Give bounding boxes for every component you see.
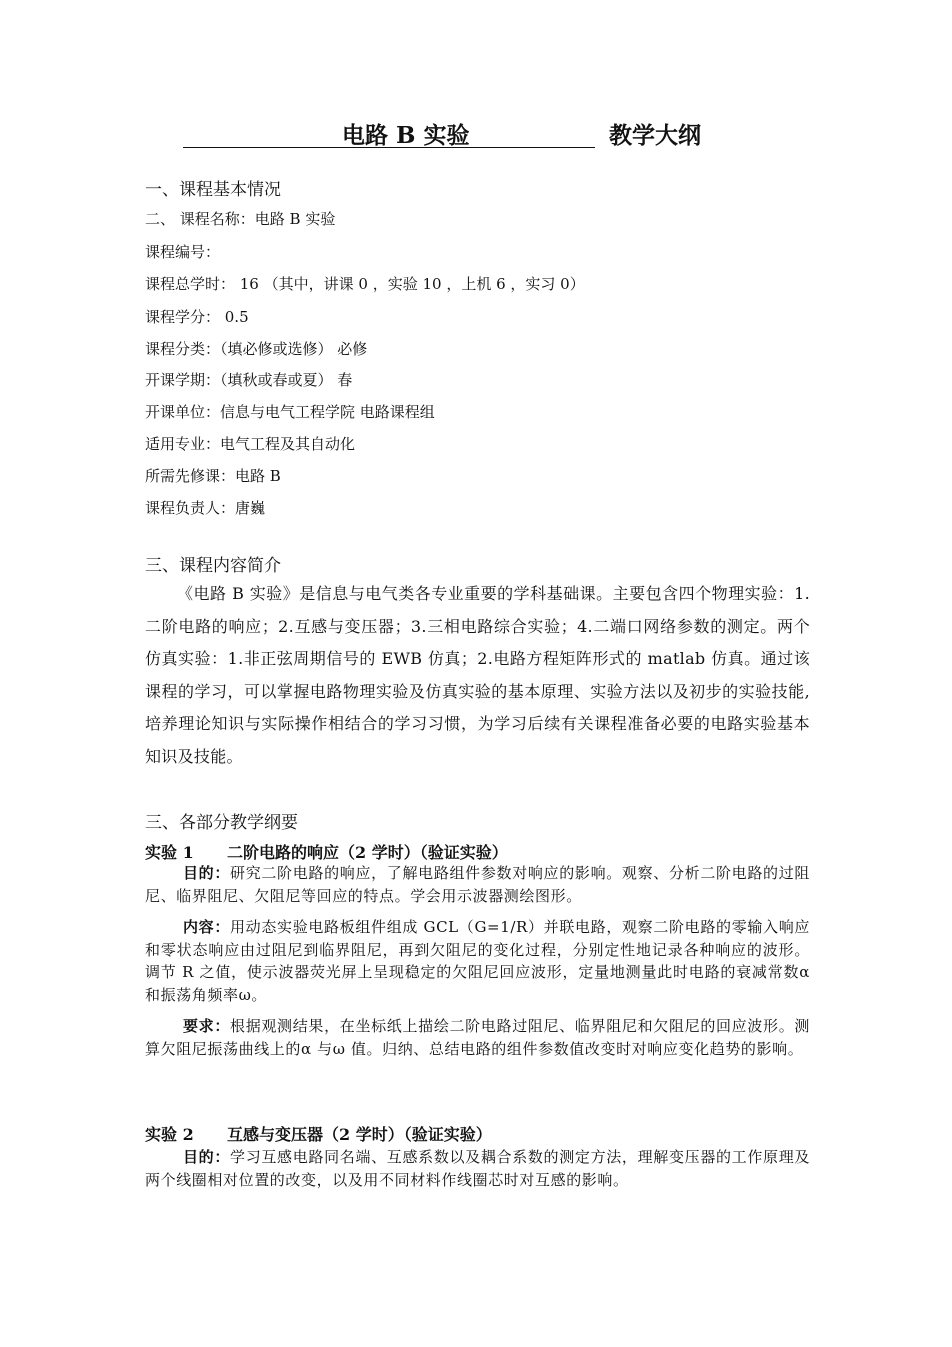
- intro-paragraph: 《电路 B 实验》是信息与电气类各专业重要的学科基础课。主要包含四个物理实验：1.二阶电路的响应；2.互感与变压器；3.三相电路综合实验；4.二端口网络参数的测定。两个仿真实验：1.非正弦周期信号的 EWB 仿真；2.电路方程矩阵形式的 matlab 仿真。通过该课程的学习，可以掌握电路物理实验及仿真实验的基本原理、实验方法以及初步的实验技能,培养理论知识与实际操作相结合的学习习惯，为学习后续有关课程准备必要的电路实验基本知识及技能。: [145, 584, 810, 766]
- experiment-1-requirement: [145, 1015, 810, 1060]
- experiment-1-number: 实验 1: [145, 843, 194, 862]
- requirement-text: 根据观测结果，在坐标纸上描绘二阶电路过阻尼、临界阻尼和欠阻尼的回应波形。测算欠阻尼振荡曲线上的α 与ω 值。归纳、总结电路的组件参数值改变时对响应变化趋势的影响。: [145, 1017, 810, 1058]
- course-prerequisite: 所需先修课：电路 B: [145, 467, 281, 485]
- experiment-1-aim: [145, 862, 810, 907]
- course-leader: 课程负责人：唐巍: [145, 499, 266, 517]
- aim-label: 目的：: [183, 1148, 231, 1166]
- aim-text: 研究二阶电路的响应，了解电路组件参数对响应的影响。观察、分析二阶电路的过阻尼、临界阻尼、欠阻尼等回应的特点。学会用示波器测绘图形。: [145, 864, 810, 905]
- experiment-1-content: [145, 916, 810, 1006]
- document-title: [0, 115, 952, 155]
- requirement-label: 要求：: [183, 1017, 231, 1035]
- course-code: 课程编号：: [145, 243, 221, 261]
- section-outline: 三、各部分教学纲要: [145, 813, 298, 833]
- course-credit: 课程学分： 0.5: [145, 308, 249, 326]
- aim-text: 学习互感电路同名端、互感系数以及耦合系数的测定方法，理解变压器的工作原理及两个线圈相对位置的改变，以及用不同材料作线圈芯时对互感的影响。: [145, 1148, 810, 1189]
- content-text: 用动态实验电路板组件组成 GCL（G=1/R）并联电路，观察二阶电路的零输入响应和零状态响应由过阻尼到临界阻尼，再到欠阻尼的变化过程，分别定性地记录各种响应的波形。调节 R 之值，使示波器荧光屏上呈现稳定的欠阻尼回应波形，定量地测量此时电路的衰减常数α 和振荡角频率ω。: [145, 918, 810, 1004]
- experiment-1-name: 二阶电路的响应（2 学时）（验证实验）: [227, 843, 508, 862]
- content-label: 内容：: [183, 918, 231, 936]
- experiment-2-number: 实验 2: [145, 1125, 194, 1144]
- experiment-2-aim: [145, 1146, 810, 1191]
- course-category: 课程分类：（填必修或选修） 必修: [145, 340, 368, 358]
- syllabus-label: 教学大纲: [609, 122, 701, 149]
- course-name: 二、 课程名称：电路 B 实验: [145, 210, 336, 228]
- experiment-2-title: [145, 1122, 492, 1145]
- course-major: 适用专业：电气工程及其自动化: [145, 435, 356, 453]
- experiment-1-title: [145, 840, 508, 863]
- aim-label: 目的：: [183, 864, 231, 882]
- course-semester: 开课学期：（填秋或春或夏） 春: [145, 371, 353, 389]
- course-unit: 开课单位：信息与电气工程学院 电路课程组: [145, 403, 435, 421]
- experiment-2-name: 互感与变压器（2 学时）（验证实验）: [227, 1125, 492, 1144]
- section-basic-info: 一、课程基本情况: [145, 180, 281, 200]
- course-hours: 课程总学时： 16 （其中，讲课 0 ，实验 10 ，上机 6 ，实习 0）: [145, 275, 585, 293]
- section-intro: 三、课程内容简介: [145, 556, 281, 576]
- course-title: 电路 B 实验: [342, 122, 470, 149]
